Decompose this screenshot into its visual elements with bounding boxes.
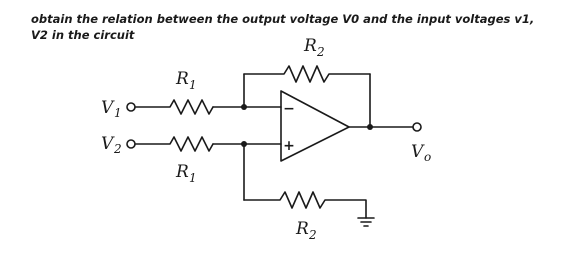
v1-input-terminal xyxy=(127,103,135,111)
svg-text:R: R xyxy=(176,69,189,89)
svg-text:2: 2 xyxy=(309,228,317,242)
v2-input-terminal xyxy=(127,140,135,148)
question-text: obtain the relation between the output voltage V0 and the input voltages v1, V2 in the circuit xyxy=(31,12,535,42)
r1-top-resistor xyxy=(135,100,213,114)
inverting-input-sign: − xyxy=(283,101,295,117)
label-vo xyxy=(411,142,431,164)
label-v1 xyxy=(101,98,122,120)
r2-ground-resistor xyxy=(244,192,366,218)
svg-text:1: 1 xyxy=(114,106,122,120)
r2-feedback-resistor xyxy=(244,66,370,82)
noninverting-input-sign: + xyxy=(283,138,295,154)
svg-text:o: o xyxy=(424,150,432,164)
label-v2 xyxy=(101,134,122,156)
svg-text:V: V xyxy=(101,98,114,118)
label-r2-bottom xyxy=(295,219,317,242)
junction-output xyxy=(367,124,373,130)
svg-text:R: R xyxy=(296,219,309,239)
r1-bottom-resistor xyxy=(135,137,213,151)
svg-text:V: V xyxy=(411,142,424,162)
label-r2-top xyxy=(303,36,325,59)
junction-node-b xyxy=(241,141,247,147)
junction-node-a xyxy=(241,104,247,110)
svg-text:V: V xyxy=(101,134,114,154)
svg-text:2: 2 xyxy=(114,142,122,156)
label-r1-top xyxy=(175,69,197,92)
svg-text:1: 1 xyxy=(189,171,197,185)
svg-text:2: 2 xyxy=(317,45,325,59)
label-r1-bottom xyxy=(175,162,197,185)
svg-text:1: 1 xyxy=(189,78,197,92)
svg-text:R: R xyxy=(176,162,189,182)
svg-text:R: R xyxy=(304,36,317,56)
vo-output-terminal xyxy=(413,123,421,131)
ground-symbol xyxy=(358,218,374,226)
